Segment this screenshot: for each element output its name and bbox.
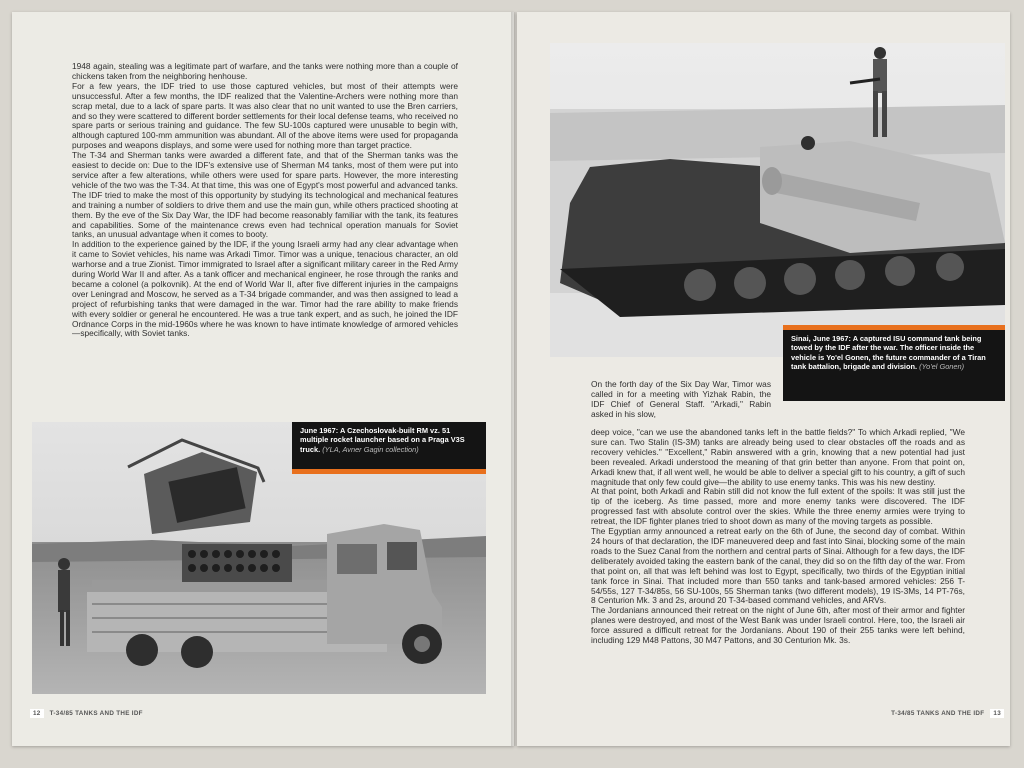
running-title: T-34/85 TANKS AND THE IDF [891, 710, 985, 717]
photo-caption-isu-tank [783, 325, 1005, 401]
left-body-text [72, 62, 458, 339]
right-column-text: On the forth day of the Six Day War, Timor was called in for a meeting with Yizhak Rabin, the IDF Chief of General Staff. "Arkadi," Rabin asked in his slow, [591, 379, 771, 419]
page-number: 13 [990, 709, 1004, 718]
paragraph: 1948 again, stealing was a legitimate part of warfare, and the tanks were nothing more than a couple of chickens taken from the neighboring henhouse. [72, 61, 458, 81]
right-footer [891, 709, 1004, 718]
paragraph: For a few years, the IDF tried to use those captured vehicles, but most of their attempts were unsuccessful. After a few months, the IDF realized that the Valentine-Archers were nothing more than scrap metal, due to a lack of spare parts. It was also clear that no unit wanted to use the Bren carriers, and so they were scattered to different border settlements for their local defense teams, who received no spare parts or serious training and guidance. The few SU-100s captured were unusable to begin with, although captured 100-mm ammunition was abundant. All of the above items were used for propaganda purposes and weapons displays, and some were used for nothing more than target practice. [72, 80, 458, 151]
paragraph: deep voice, "can we use the abandoned tanks left in the battle fields?" To which Arkadi replied, "We sure can. Two Stalin (IS-3M) tanks are already being used to clear obstacles off the roads and as recovery vehicles." "Excellent," Rabin answered with a grin, knowing that a new potential had just been revealed. Arkadi understood the meaning of that grin better than anyone. From that point on, Arkadi knew that, if all went well, he would be able to deliver a special gift to his country, a gift of such magnitude that only few could give—the ability to use enemy tanks. This was his new destiny. [591, 427, 965, 487]
caption-text: June 1967: A Czechoslovak-built RM vz. 51 multiple rocket launcher based on a Praga V3S truck. [300, 426, 465, 454]
right-body-text [591, 428, 965, 646]
paragraph: The T-34 and Sherman tanks were awarded a different fate, and that of the Sherman tanks was the easiest to decide on: Due to the IDF's extensive use of Sherman M4 tanks, most of them were put into service after a few alterations, while others were used for spare parts. However, the more interesting vehicle of the two was the T-34. At that time, this was one of Egypt's most powerful and advanced tanks. The IDF tried to make the most of this opportunity by studying its technological and mechanical features and training a number of soldiers to drive them and use the main gun, while others practiced shooting at them. By the eve of the Six Day War, the IDF had become reasonably familiar with the tank, its features and capabilities. Some of the maintenance crews even had technical operation manuals for Soviet tanks, an unusual advantage when it comes to booty. [72, 150, 458, 240]
paragraph: The Egyptian army announced a retreat early on the 6th of June, the second day of combat. Within 24 hours of that declaration, the IDF maneuvered deep and fast into Sinai, blocking some of the main roads to the Suez Canal from the northern and central parts of Sinai. Although for a few days, the IDF deliberately avoided taking the eastern bank of the canal, they did so on the fifth day of the war. From that point on, all that was left behind was lost to Egypt, specifically, two thirds of the Egyptian initial tank force in Sinai. That included more than 550 tanks and tank-based armored vehicles: 256 T-54/55s, 127 T-34/85s, 56 SU-100s, 55 Sherman tanks (two different models), 19 IS-3Ms, 14 PT-76s, 8 Centurion Mk. 3 and 2s, around 20 T-34-based command vehicles, and ARVs. [591, 526, 965, 606]
isu-command-tank-image [550, 43, 1005, 357]
caption-credit: (YLA, Avner Gagin collection) [322, 444, 419, 454]
isu-command-tank-photo [550, 43, 1005, 357]
left-footer [30, 709, 143, 718]
photo-caption-rocket-launcher [292, 422, 486, 474]
running-title: T-34/85 TANKS AND THE IDF [49, 710, 143, 717]
page-number: 12 [30, 709, 44, 718]
caption-text: Sinai, June 1967: A captured ISU command tank being towed by the IDF after the war. The officer inside the vehicle is Yo'el Gonen, the future commander of a Tiran tank battalion, brigade and division. [791, 334, 986, 371]
paragraph: The Jordanians announced their retreat on the night of June 6th, after most of their armor and fighter planes were destroyed, and most of the West Bank was under Israeli control. Here, too, the Israeli air force assured a difficult retreat for the Jordanians. About 190 of their 255 tanks were left behind, including 129 M48 Pattons, 30 M47 Pattons, and 30 Centurion Mk. 3s. [591, 605, 965, 646]
caption-accent-bar [783, 325, 1005, 330]
paragraph: At that point, both Arkadi and Rabin still did not know the full extent of the spoils: It was still just the tip of the iceberg. As time passed, more and more enemy tanks were discovered. The IDF progressed fast with absolute control over the skies. While the three enemy armies were trying to retreat, the IDF fighter planes tried to shoot down as many of the moving targets as possible. [591, 486, 965, 527]
caption-accent-bar [292, 469, 486, 474]
left-page [12, 12, 514, 746]
paragraph: In addition to the experience gained by the IDF, if the young Israeli army had any clear advantage when it came to Soviet vehicles, his name was Arkadi Timor. Timor was a unique, tenacious character, an old warhorse and a true Zionist. Timor immigrated to Israel after a significant military career in the Red Army during World War II and after. As a tank officer and mechanical engineer, he rose through the ranks and became a colonel (a polkovnik). At the end of World War II, after five different injuries in the campaigns over Leningrad and Moscow, he served as a T-34 brigade commander, and was then assigned to lead a project of refurbishing tanks that were damaged in the war. Timor had the rare ability to make friends with every soldier or general he encountered. He was a true tank expert, and as such, he joined the IDF Ordnance Corps in the mid-1960s where he was known to have intimate knowledge of armored vehicles—specifically, with Soviet tanks. [72, 239, 458, 339]
right-page [517, 12, 1010, 746]
caption-credit: (Yo'el Gonen) [919, 361, 965, 371]
